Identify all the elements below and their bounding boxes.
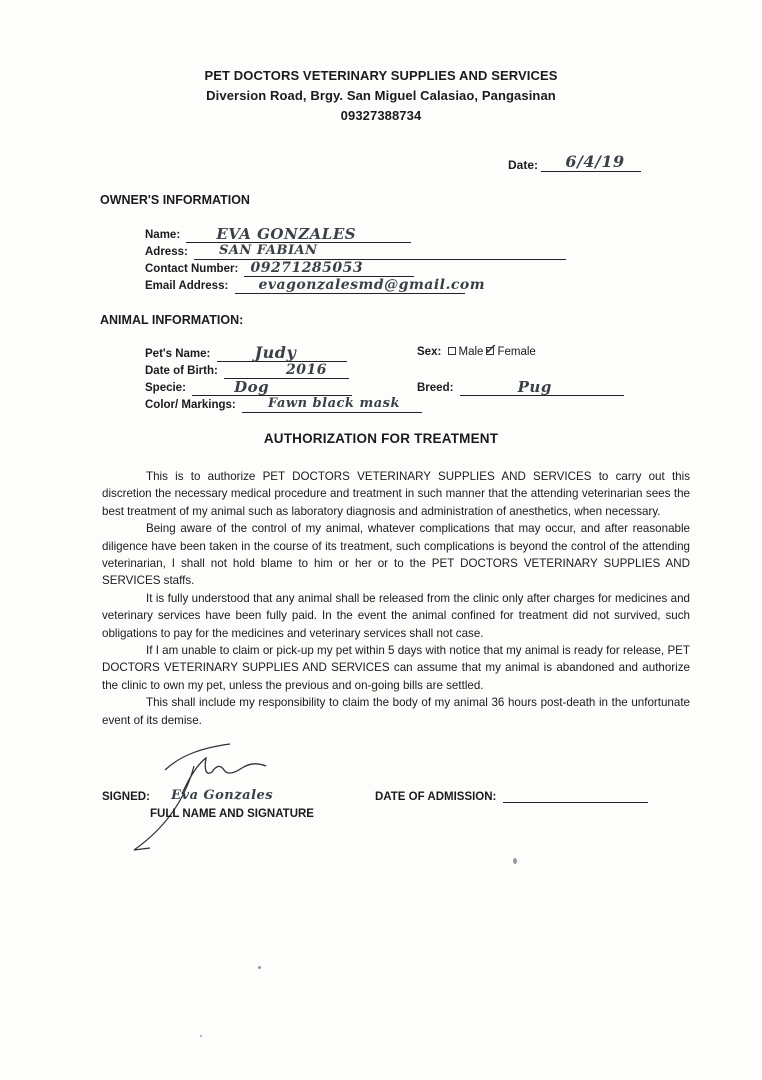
- male-checkbox: [448, 347, 456, 355]
- signed-value: Eva Gonzales: [171, 788, 274, 803]
- dob-field: Date of Birth: 2016: [145, 363, 349, 379]
- scan-speck: [513, 858, 517, 864]
- paragraph: Being aware of the control of my animal, whatever complications that may occur, and after reasonable diligence have been taken in the course of its treatment, such complications is beyond the control of the attending veterinarian, I shall not hold blame to him or her or to the PET DOCTORS VETERINARY SUPPLIES AND SERVICES staffs.: [102, 522, 690, 588]
- company-name: PET DOCTORS VETERINARY SUPPLIES AND SERVICES: [204, 68, 558, 83]
- specie-field: Specie: Dog: [145, 380, 352, 396]
- admission-date-line: [503, 788, 648, 803]
- breed-value: Pug: [517, 378, 552, 396]
- company-phone: 09327388734: [340, 108, 422, 123]
- letterhead: [0, 66, 762, 126]
- scan-speck: [200, 1035, 202, 1037]
- signed-field: SIGNED: Eva Gonzales: [102, 788, 274, 803]
- scan-speck: [258, 966, 261, 969]
- date-value: 6/4/19: [565, 152, 625, 171]
- owner-email-value: evagonzalesmd@gmail.com: [258, 277, 486, 293]
- authorization-title: AUTHORIZATION FOR TREATMENT: [263, 431, 499, 446]
- sex-field: Sex: Male ✓ Female: [417, 342, 536, 359]
- specie-value: Dog: [234, 378, 270, 396]
- pet-name-value: Judy: [254, 343, 297, 362]
- company-address: Diversion Road, Brgy. San Miguel Calasiao, Pangasinan: [206, 88, 556, 103]
- authorization-body: [102, 468, 690, 729]
- female-option: Female: [497, 346, 536, 358]
- animal-section-title: ANIMAL INFORMATION:: [100, 313, 244, 327]
- signature-caption: FULL NAME AND SIGNATURE: [150, 808, 314, 820]
- paragraph: It is fully understood that any animal shall be released from the clinic only after charges for medicines and veterinary services have been fully paid. In the event the animal confined for treatment did not survived, such obligations to pay for the medicines and veterinary services shall not case.: [102, 591, 690, 640]
- female-checkbox: [483, 342, 496, 359]
- owner-name-field: Name: EVA GONZALES: [145, 227, 411, 243]
- owner-section-title: OWNER'S INFORMATION: [100, 193, 250, 207]
- color-markings-field: Color/ Markings: Fawn black mask: [145, 397, 422, 413]
- owner-contact-field: Contact Number: 09271285053: [145, 261, 414, 277]
- date-label: Date:: [508, 158, 539, 172]
- owner-name-value: EVA GONZALES: [216, 225, 357, 243]
- admission-date-field: DATE OF ADMISSION:: [375, 788, 648, 803]
- paragraph: This shall include my responsibility to claim the body of my animal 36 hours post-death in the unfortunate event of its demise.: [102, 696, 690, 727]
- male-option: Male: [458, 346, 484, 358]
- dob-value: 2016: [286, 362, 328, 378]
- owner-address-value: SAN FABIAN: [219, 243, 318, 258]
- color-markings-value: Fawn black mask: [267, 396, 400, 411]
- breed-field: Breed: Pug: [417, 380, 624, 396]
- paragraph: If I am unable to claim or pick-up my pet within 5 days with notice that my animal is ready for release, PET DOCTORS VETERINARY SUPPLIES AND SERVICES can assume that my animal is abandoned and authorize the clinic to own my pet, unless the previous and on-going bills are settled.: [102, 644, 690, 692]
- date-field: [508, 152, 641, 172]
- owner-email-field: Email Address: evagonzalesmd@gmail.com: [145, 277, 486, 293]
- checkmark-icon: ✓: [483, 342, 496, 359]
- paragraph: This is to authorize PET DOCTORS VETERINARY SUPPLIES AND SERVICES to carry out this discretion the necessary medical procedure and treatment in such manner that the attending veterinarian sees the best treatment of my animal such as laboratory diagnosis and administration of anesthetics, when necessary.: [102, 470, 690, 518]
- owner-address-field: Adress: SAN FABIAN: [145, 244, 566, 260]
- pet-name-field: Pet's Name: Judy: [145, 346, 347, 362]
- owner-contact-value: 09271285053: [250, 260, 364, 276]
